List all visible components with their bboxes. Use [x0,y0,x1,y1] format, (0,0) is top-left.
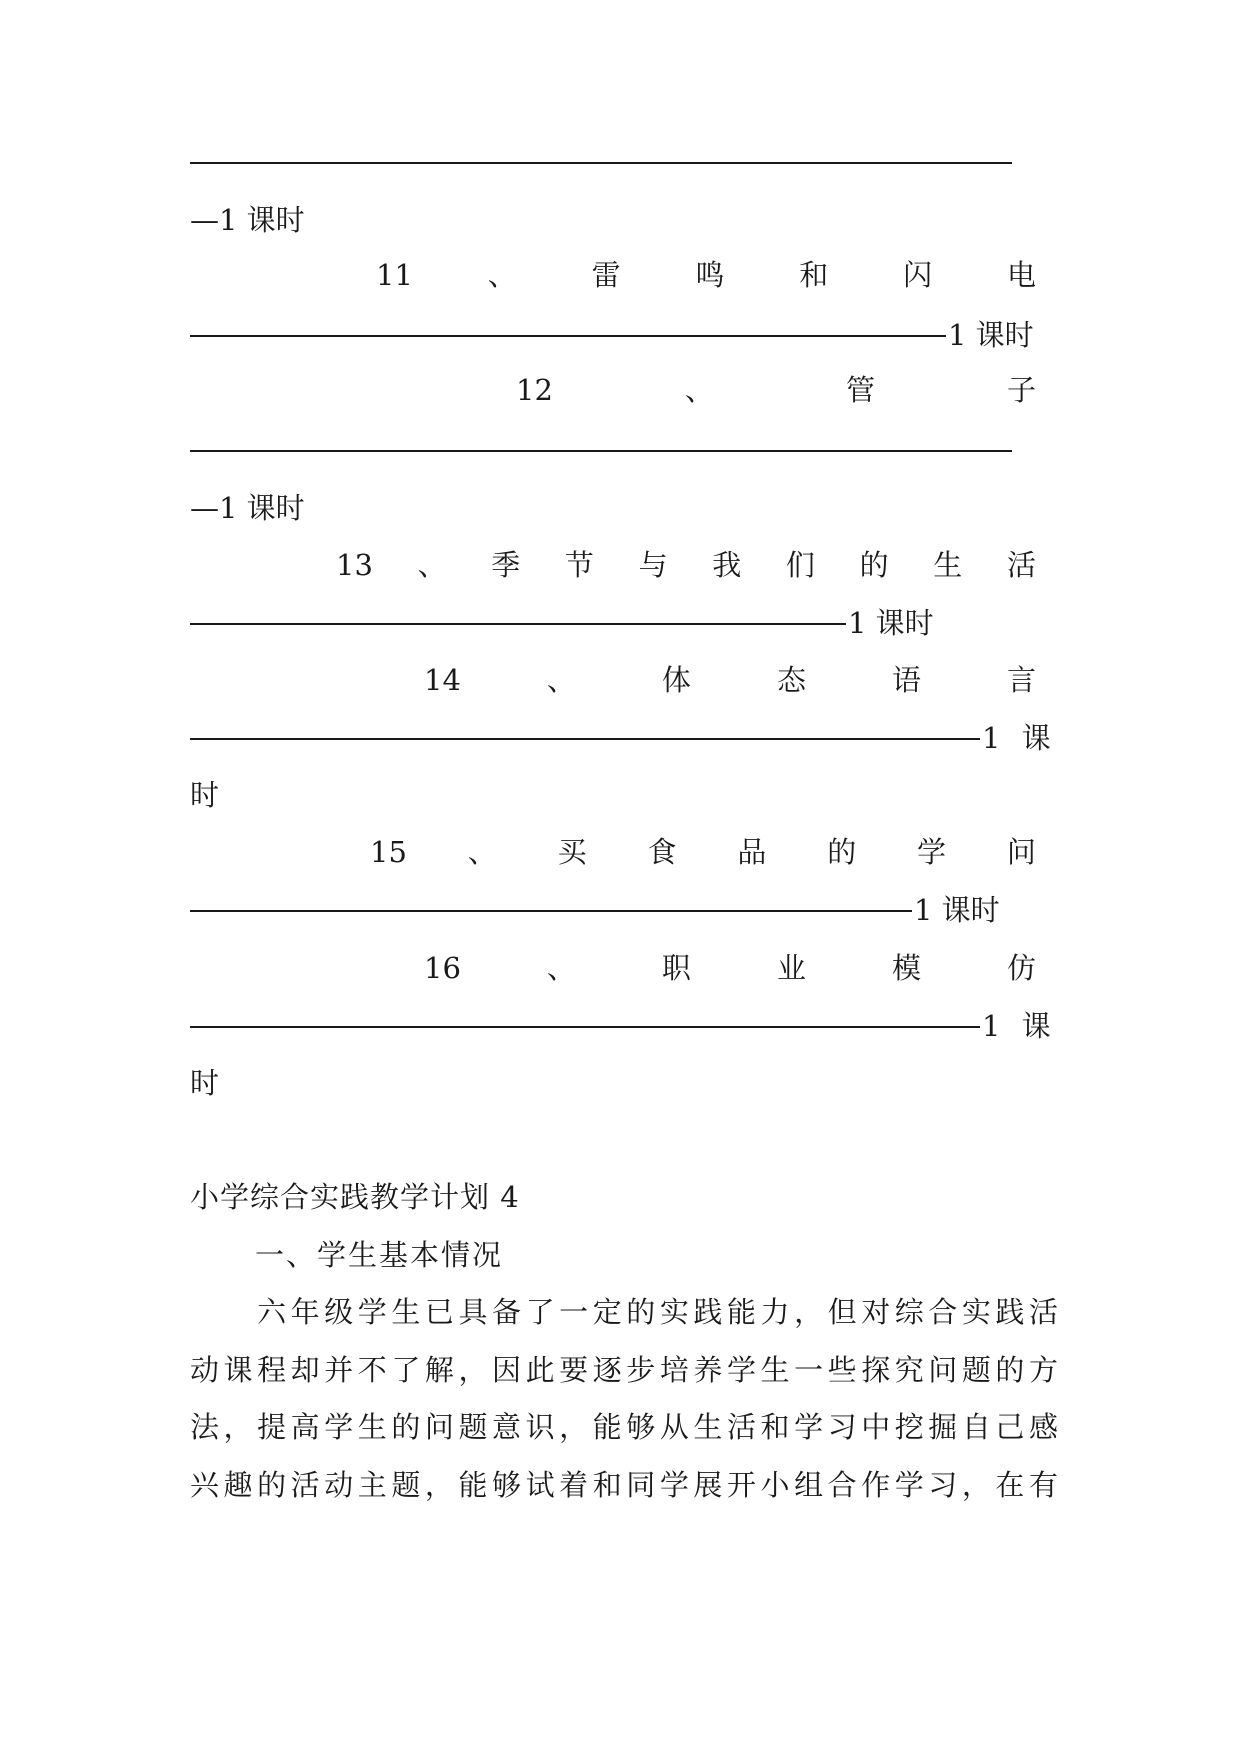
lesson-11-leader [190,315,1060,355]
lesson-16-hours: 1 课 [982,1009,1057,1043]
lesson-12-title: 12 、 管 子 [516,373,1036,407]
paragraph-line: 法，提高学生的问题意识，能够从生活和学习中挖掘自己感 [190,1410,1058,1444]
paragraph-line: 动课程却并不了解，因此要逐步培养学生一些探究问题的方 [190,1353,1058,1387]
lesson-12-leader [190,430,1020,470]
lesson-16-leader [190,1006,1057,1046]
lesson-11-hours: 1 课时 [948,318,1034,352]
lesson-14-hours: 1 课 [982,721,1057,755]
lesson-10-hours: —1 课时 [190,203,305,237]
lesson-16-hours-cont: 时 [190,1066,220,1100]
lesson-13-hours: 1 课时 [848,606,934,640]
lesson-13-title: 13 、 季 节 与 我 们 的 生 活 [336,548,1036,582]
lesson-15-hours: 1 课时 [914,893,1000,927]
lesson-number: 11 [376,258,413,292]
lesson-separator: 、 [487,258,517,292]
lesson-14-hours-cont: 时 [190,778,220,812]
lesson-12-hours: —1 课时 [190,491,305,525]
lesson-14-leader [190,718,1057,758]
paragraph-line: 兴趣的活动主题，能够试着和同学展开小组合作学习，在有 [190,1468,1058,1502]
paragraph-line: 六年级学生已具备了一定的实践能力，但对综合实践活 [190,1295,1058,1329]
lesson-15-title: 15 、 买 食 品 的 学 问 [370,835,1036,869]
lesson-15-leader [190,890,1030,930]
lesson-13-leader [190,603,960,643]
lesson-16-title: 16 、 职 业 模 仿 [424,951,1036,985]
subheading-student-situation: 一、学生基本情况 [255,1238,504,1272]
lesson-14-title: 14 、 体 态 语 言 [424,663,1036,697]
section-title: 小学综合实践教学计划 4 [190,1180,520,1214]
dash-leader-top [190,142,1020,182]
lesson-11-title: 11 、 雷 鸣 和 闪 电 [376,255,1036,295]
